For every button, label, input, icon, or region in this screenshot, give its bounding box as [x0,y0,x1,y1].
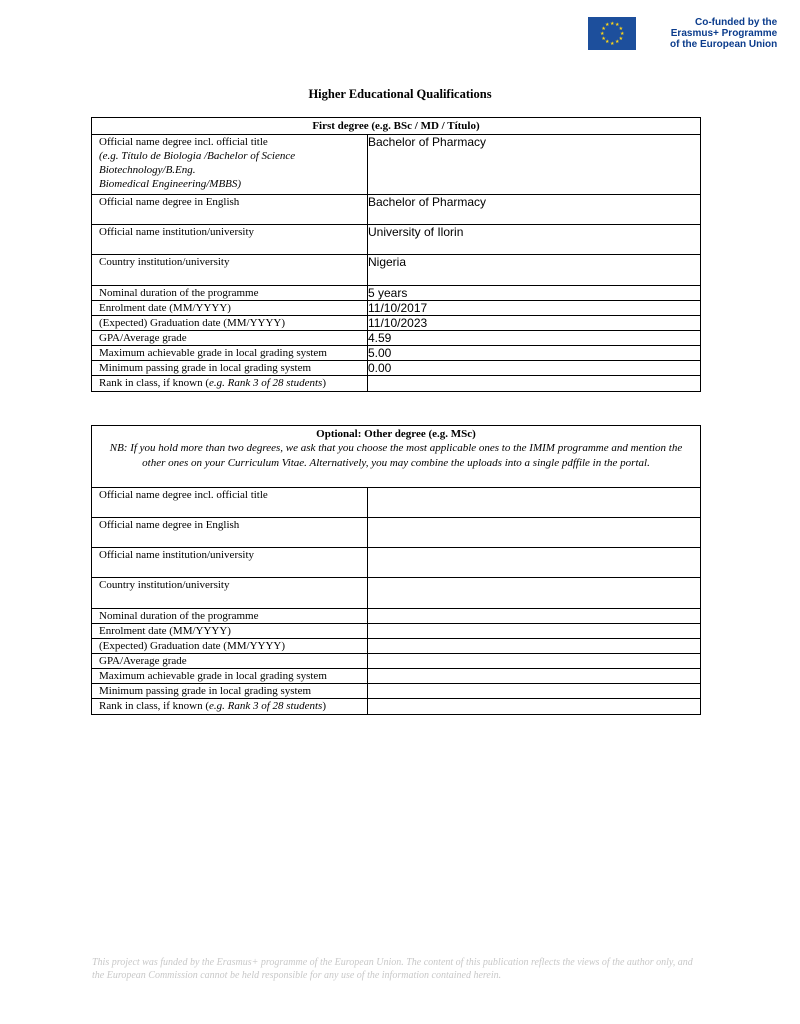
row-label: Country institution/university [92,578,368,609]
table-row [92,135,701,195]
table-row [92,609,701,624]
first-degree-heading: First degree (e.g. BSc / MD / Título) [92,118,701,135]
example-line-1: (e.g. Título de Biologia /Bachelor of Science [99,150,296,162]
page-title: Higher Educational Qualifications [308,87,492,101]
table-row [92,195,701,225]
star-icon: ★ [610,40,615,47]
table-row [92,346,701,361]
table-row [92,578,701,609]
other-degree-table [91,425,701,715]
star-icon: ★ [600,30,605,37]
table-row [92,331,701,346]
logo-line-1: Co-funded by the [695,17,778,28]
label-italic: e.g. Rank 3 of 28 students [208,377,323,389]
rank-field[interactable] [368,699,701,715]
table-row [92,669,701,684]
row-label: Minimum passing grade in local grading system [92,684,368,699]
table-row [92,548,701,578]
row-label: Maximum achievable grade in local grading system [92,346,368,361]
row-label: Minimum passing grade in local grading system [92,361,368,376]
min-grade-field[interactable]: 0.00 [368,361,701,376]
other-degree-note: NB: If you hold more than two degrees, we ask that you choose the most applicable ones to the IMIM programme and mention the other ones on your Curriculum Vitae. Alternatively, you may combine the uploads into a single pdffile in the portal. [109,442,683,469]
row-label [92,699,368,715]
row-label: Maximum achievable grade in local grading system [92,669,368,684]
table-row [92,286,701,301]
row-label: Country institution/university [92,255,368,286]
country-field[interactable]: Nigeria [368,255,701,286]
duration-field[interactable] [368,609,701,624]
institution-field[interactable] [368,548,701,578]
row-label [92,376,368,392]
gpa-field[interactable] [368,654,701,669]
example-line-3: Biomedical Engineering/MBBS) [99,178,242,190]
country-field[interactable] [368,578,701,609]
table-row [92,316,701,331]
row-label: Official name degree in English [92,518,368,548]
degree-title-field[interactable]: Bachelor of Pharmacy [368,135,701,195]
logo-line-3: of the European Union [670,39,778,50]
row-label: Official name degree in English [92,195,368,225]
other-degree-heading-cell [92,426,701,488]
star-icon: ★ [601,35,606,42]
star-icon: ★ [610,20,615,27]
row-label: (Expected) Graduation date (MM/YYYY) [92,639,368,654]
table-row [92,376,701,392]
graduation-date-field[interactable] [368,639,701,654]
min-grade-field[interactable] [368,684,701,699]
degree-title-field[interactable] [368,488,701,518]
label-prefix: Rank in class, if known ( [99,377,209,389]
table-row [92,639,701,654]
star-icon: ★ [618,35,624,42]
star-icon: ★ [605,39,610,46]
table-row [92,624,701,639]
other-degree-heading: Optional: Other degree (e.g. MSc) [316,428,476,440]
row-label [92,135,368,195]
label-prefix: Rank in class, if known ( [99,700,209,712]
max-grade-field[interactable]: 5.00 [368,346,701,361]
star-icon: ★ [620,30,625,37]
table-row [92,684,701,699]
table-row [92,518,701,548]
gpa-field[interactable]: 4.59 [368,331,701,346]
institution-field[interactable]: University of Ilorin [368,225,701,255]
first-degree-table [91,117,701,392]
row-label: Enrolment date (MM/YYYY) [92,624,368,639]
star-icon: ★ [605,21,610,28]
row-label: Official name institution/university [92,225,368,255]
label-suffix: ) [322,700,327,712]
label-suffix: ) [322,377,327,389]
star-icon: ★ [615,39,620,46]
eu-flag-icon [588,17,636,50]
table-row [92,225,701,255]
row-label: GPA/Average grade [92,331,368,346]
rank-field[interactable] [368,376,701,392]
max-grade-field[interactable] [368,669,701,684]
row-label: Official name institution/university [92,548,368,578]
star-icon: ★ [615,21,620,28]
row-label: (Expected) Graduation date (MM/YYYY) [92,316,368,331]
logo-line-2: Erasmus+ Programme [670,28,778,39]
row-label: GPA/Average grade [92,654,368,669]
graduation-date-field[interactable]: 11/10/2023 [368,316,701,331]
footer-disclaimer: This project was funded by the Erasmus+ programme of the European Union. The content of this publication reflects the views of the author only, and the European Commission cannot be held responsible for any use of the information contained herein. [92,957,693,981]
star-icon: ★ [601,25,606,32]
table-row [92,361,701,376]
table-row [92,488,701,518]
table-row [92,301,701,316]
label-text: Official name degree incl. official title [99,136,268,148]
table-row [92,654,701,669]
logo-text [670,17,777,50]
table-row [92,255,701,286]
row-label: Enrolment date (MM/YYYY) [92,301,368,316]
duration-field[interactable]: 5 years [368,286,701,301]
table-row [92,699,701,715]
enrolment-date-field[interactable]: 11/10/2017 [368,301,701,316]
star-icon: ★ [618,25,624,32]
enrolment-date-field[interactable] [368,624,701,639]
degree-english-field[interactable]: Bachelor of Pharmacy [368,195,701,225]
row-label: Nominal duration of the programme [92,609,368,624]
degree-english-field[interactable] [368,518,701,548]
label-italic: e.g. Rank 3 of 28 students [208,700,323,712]
example-line-2: Biotechnology/B.Eng. [99,164,196,176]
row-label: Nominal duration of the programme [92,286,368,301]
row-label: Official name degree incl. official title [92,488,368,518]
erasmus-logo [588,17,777,50]
